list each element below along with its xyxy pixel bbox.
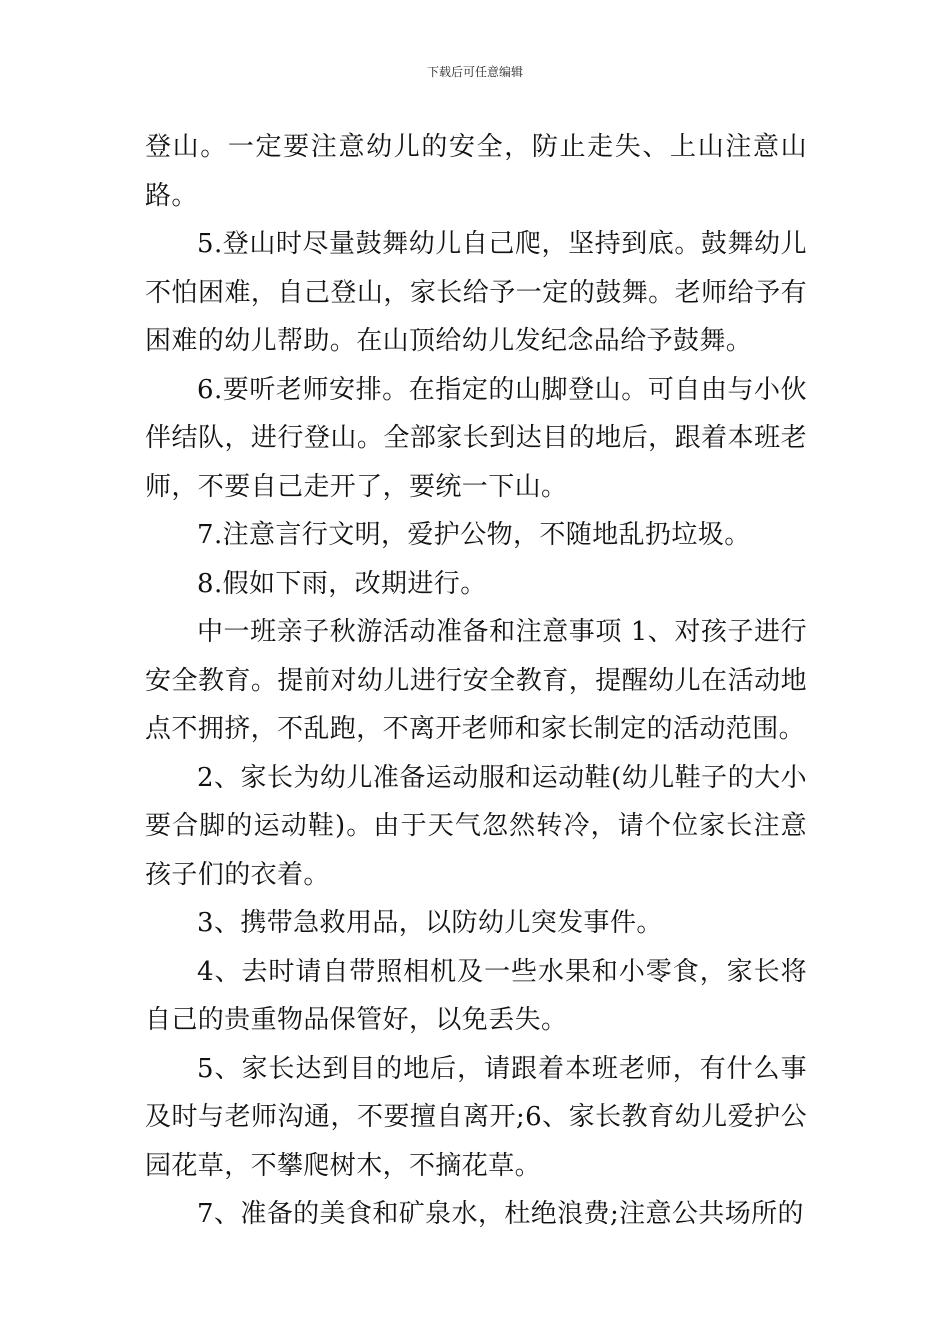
paragraph-item-8: 8.假如下雨，改期进行。 bbox=[197, 568, 487, 599]
document-body bbox=[145, 123, 807, 1239]
paragraph-section-intro: 中一班亲子秋游活动准备和注意事项 1、对孩子进行安全教育。提前对幼儿进行安全教育，提醒幼儿在活动地点不拥挤，不乱跑，不离开老师和家长制定的活动范围。 bbox=[145, 617, 807, 744]
paragraph-item-5: 5.登山时尽量鼓舞幼儿自己爬，坚持到底。鼓舞幼儿不怕困难，自己登山，家长给予一定的鼓舞。老师给予有困难的幼儿帮助。在山顶给幼儿发纪念品给予鼓舞。 bbox=[145, 229, 807, 356]
paragraph-note-5-6: 5、家长达到目的地后，请跟着本班老师，有什么事及时与老师沟通，不要擅自离开;6、家长教育幼儿爱护公园花草，不攀爬树木，不摘花草。 bbox=[145, 1053, 807, 1181]
page-header: 下载后可任意编辑 bbox=[426, 65, 523, 79]
paragraph-note-7: 7、准备的美食和矿泉水，杜绝浪费;注意公共场所的 bbox=[197, 1199, 804, 1229]
paragraph-note-3: 3、携带急救用品，以防幼儿突发事件。 bbox=[197, 908, 663, 938]
paragraph-note-4: 4、去时请自带照相机及一些水果和小零食，家长将自己的贵重物品保管好，以免丢失。 bbox=[145, 956, 807, 1035]
paragraph-item-6: 6.要听老师安排。在指定的山脚登山。可自由与小伙伴结队，进行登山。全部家长到达目的地后，跟着本班老师，不要自己走开了，要统一下山。 bbox=[145, 374, 807, 502]
paragraph-note-2: 2、家长为幼儿准备运动服和运动鞋(幼儿鞋子的大小要合脚的运动鞋)。由于天气忽然转冷，请个位家长注意孩子们的衣着。 bbox=[145, 762, 807, 890]
paragraph-continuation: 登山。一定要注意幼儿的安全，防止走失、上山注意山路。 bbox=[145, 132, 807, 211]
paragraph-item-7: 7.注意言行文明，爱护公物，不随地乱扔垃圾。 bbox=[197, 520, 751, 550]
